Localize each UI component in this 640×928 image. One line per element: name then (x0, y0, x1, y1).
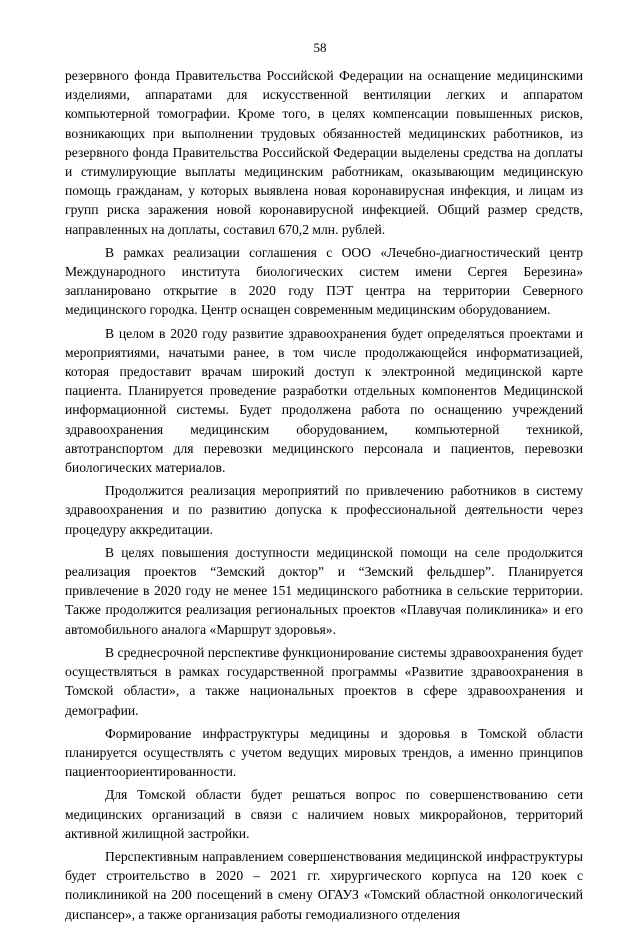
page-number: 58 (313, 40, 327, 55)
paragraph-8: Для Томской области будет решаться вопрос по совершенствованию сети медицинских организаций в связи с наличием новых микрорайонов, территорий активной жилищной застройки. (65, 787, 583, 841)
paragraph-1: резервного фонда Правительства Российской Федерации на оснащение медицинскими изделиями, аппаратами для искусственной вентиляции легких и аппаратом компьютерной томографии. Кроме того, в целях компенсации повышенных рисков, возникающих при выполнении трудовых обязанностей медицинских работников, из резервного фонда Правительства Российской Федерации выделены средства на доплаты и стимулирующие выплаты медицинским работникам, оказывающим медицинскую помощь гражданам, у которых выявлена новая коронавирусная инфекция, и лицам из групп риска заражения новой коронавирусной инфекцией. Общий размер средств, направленных на доплаты, составил 670,2 млн. рублей. (65, 68, 583, 237)
body-text (65, 66, 583, 928)
paragraph-5: В целях повышения доступности медицинской помощи на селе продолжится реализация проектов “Земский доктор” и “Земский фельдшер”. Планируется привлечение в 2020 году не менее 151 медицинского работника в сельские территории. Также продолжится реализация региональных проектов «Плавучая поликлиника» и его автомобильного аналога «Маршрут здоровья». (65, 544, 583, 637)
paragraph-3: В целом в 2020 году развитие здравоохранения будет определяться проектами и мероприятиями, начатыми ранее, в том числе продолжающейся информатизацией, которая предоставит врачам широкий доступ к электронной медицинской карте пациента. Планируется проведение разработки отдельных компонентов Медицинской информационной системы. Будет продолжена работа по оснащению учреждений здравоохранения медицинским оборудованием, компьютерной техникой, автотранспортом для перевозки медицинского персонала и пациентов, перевозки биологических материалов. (65, 325, 583, 476)
paragraph-4: Продолжится реализация мероприятий по привлечению работников в систему здравоохранения и по развитию допуска к профессиональной деятельности через процедуру аккредитации. (65, 483, 583, 537)
paragraph-7: Формирование инфраструктуры медицины и здоровья в Томской области планируется осуществлять с учетом ведущих мировых трендов, а именно принципов пациентоориентированности. (65, 725, 583, 780)
paragraph-9: Перспективным направлением совершенствования медицинской инфраструктуры будет строительство в 2020 – 2021 гг. хирургического корпуса на 120 коек с поликлиникой на 200 посещений в смену ОГАУЗ «Томский областной онкологический диспансер», а также организация работы гемодиализного отделения (65, 848, 583, 922)
paragraph-2: В рамках реализации соглашения с ООО «Лечебно-диагностический центр Международного института биологических систем имени Сергея Березина» запланировано открытие в 2020 году ПЭТ центра на территории Северного медицинского городка. Центр оснащен современным медицинским оборудованием. (65, 244, 583, 318)
paragraph-6: В среднесрочной перспективе функционирование системы здравоохранения будет осуществляться в рамках государственной программы «Развитие здравоохранения в Томской области», а также национальных проектов в сфере здравоохранения и демографии. (65, 644, 583, 718)
